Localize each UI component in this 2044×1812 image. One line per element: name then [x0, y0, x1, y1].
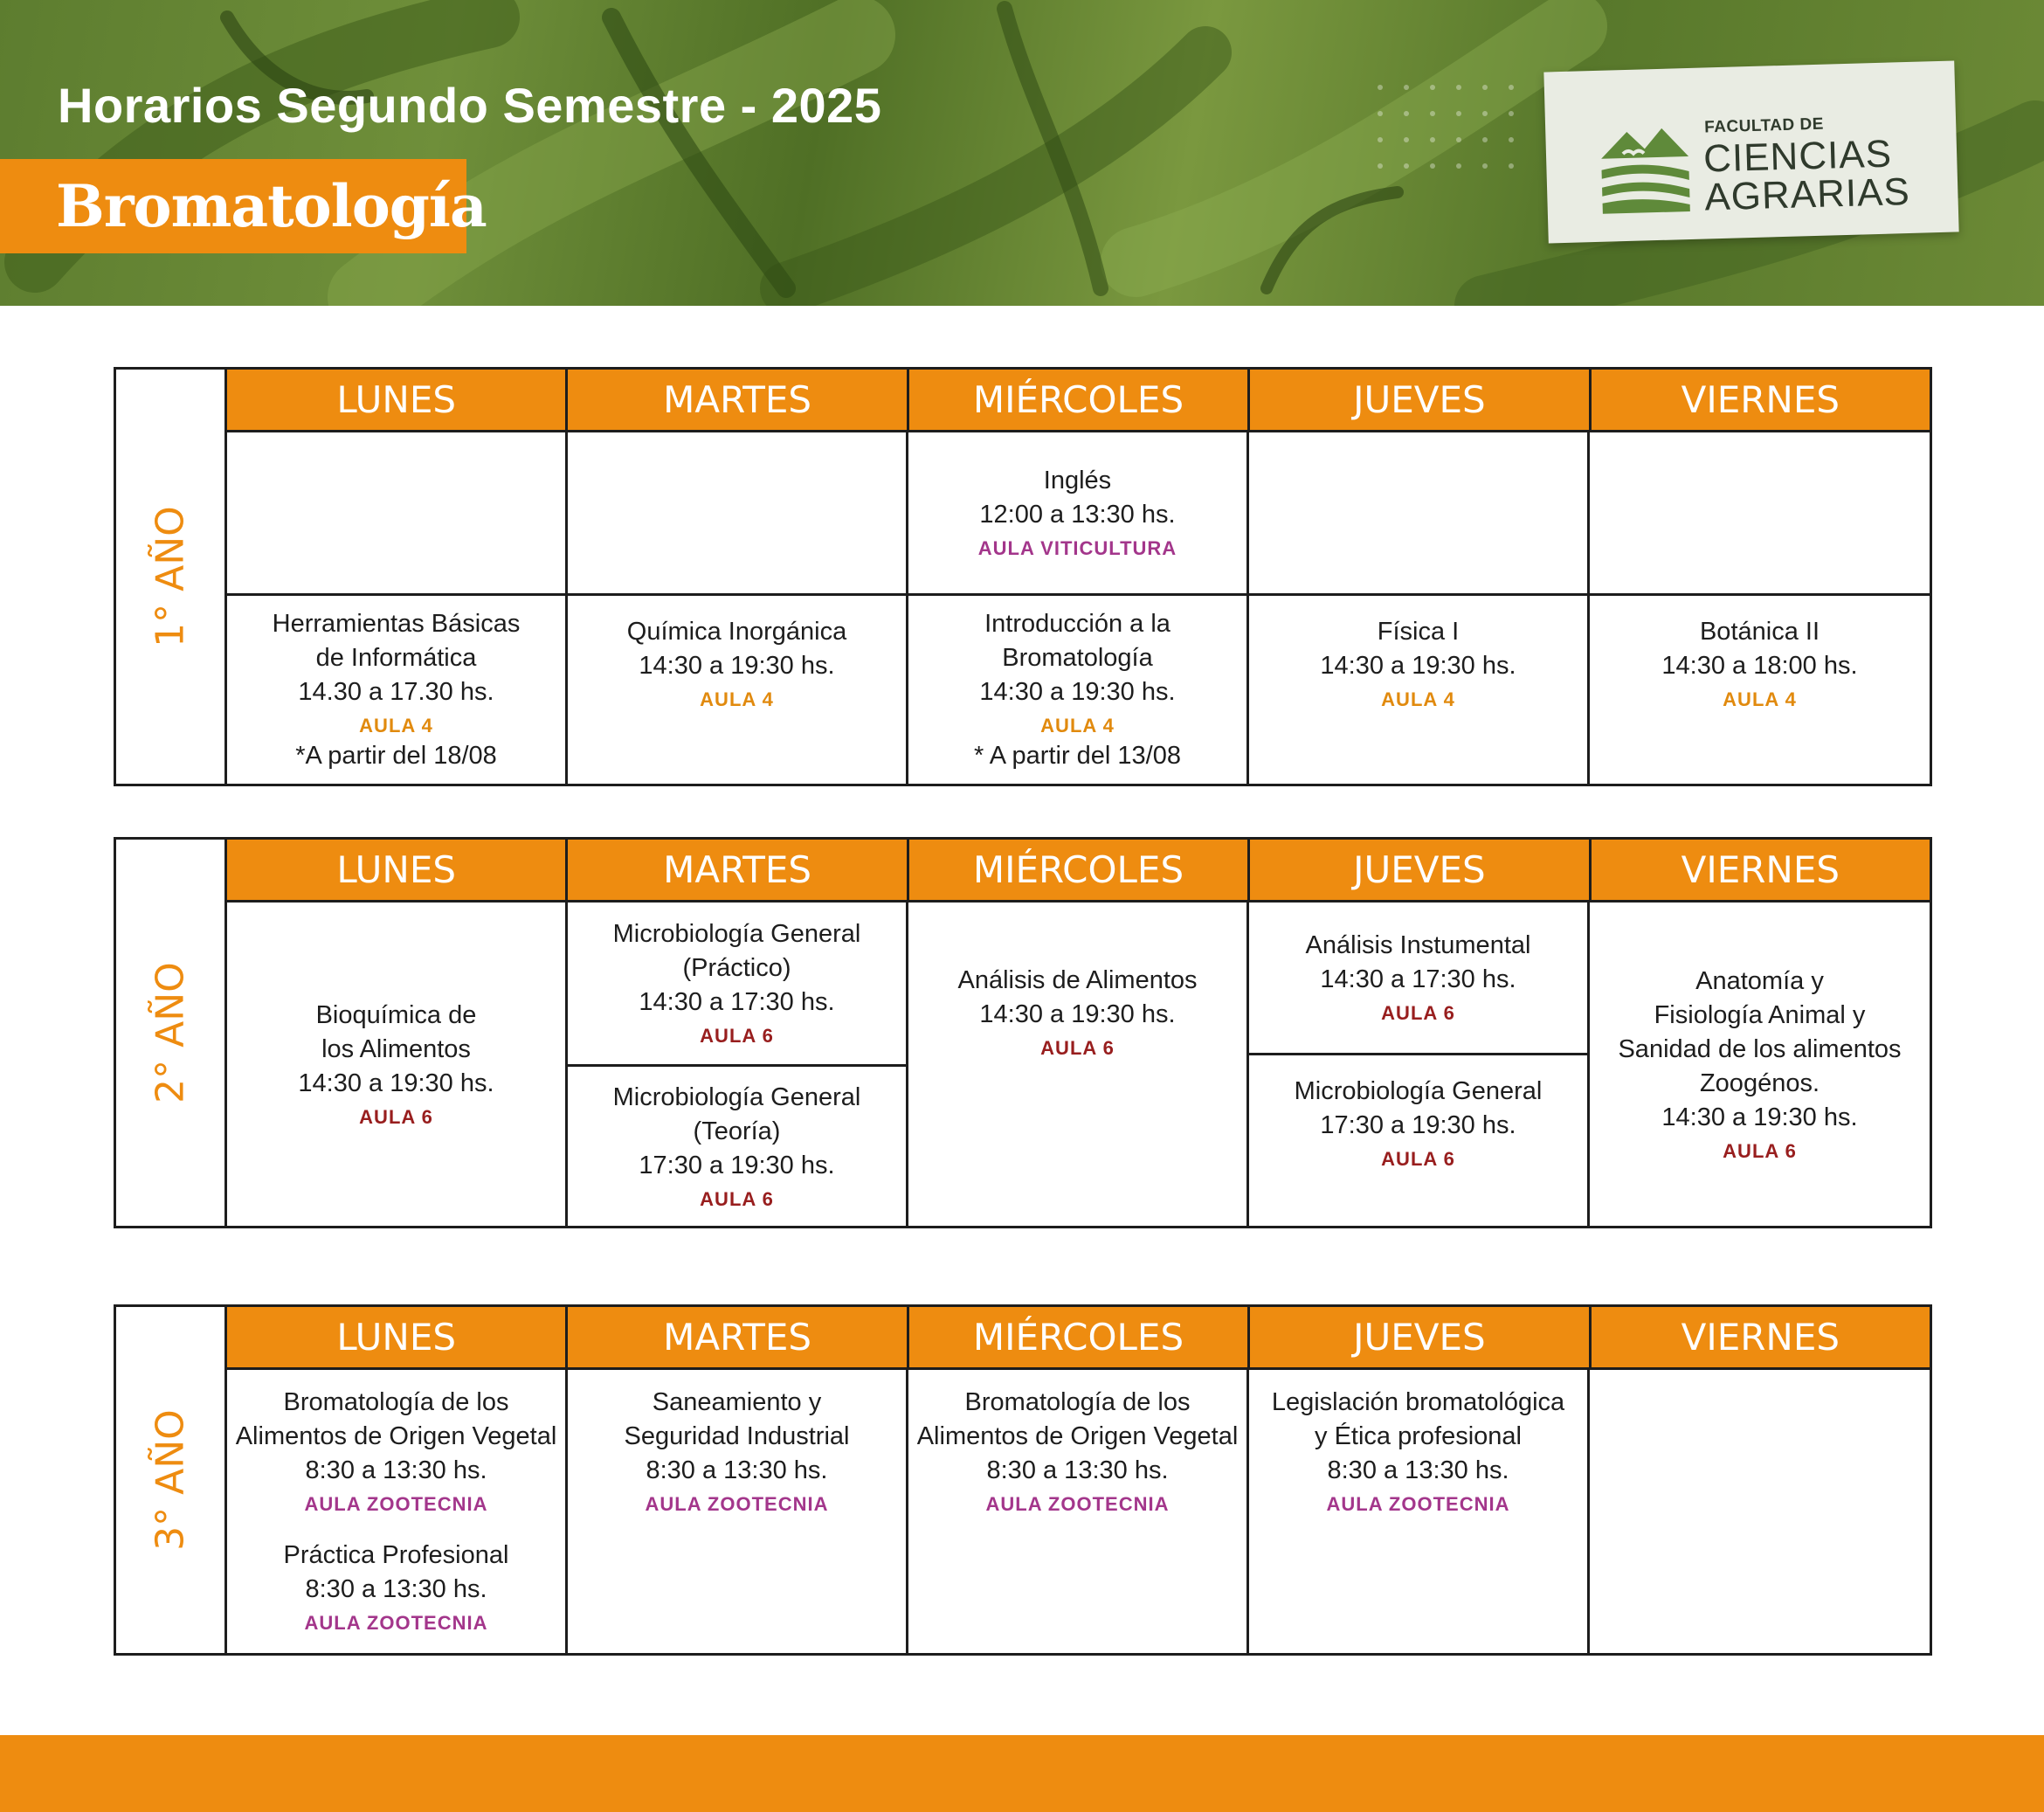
day-header-lunes: LUNES: [227, 370, 568, 430]
day-header-miercoles: MIÉRCOLES: [909, 1307, 1250, 1367]
class-time: 17:30 a 19:30 hs.: [639, 1151, 835, 1179]
class-time: 14:30 a 19:30 hs.: [1661, 1103, 1858, 1131]
class-time: 8:30 a 13:30 hs.: [305, 1575, 487, 1603]
schedule-cell-empty: [1590, 1370, 1930, 1653]
class-name: Física I: [1377, 618, 1460, 646]
class-entry: [273, 607, 521, 773]
class-name: Microbiología General: [612, 1082, 861, 1111]
classroom: AULA 6: [1381, 1002, 1455, 1024]
day-header-viernes: VIERNES: [1592, 840, 1930, 900]
class-entry: [1295, 1075, 1543, 1172]
schedule-cell-empty: [1590, 432, 1930, 596]
day-header-viernes: VIERNES: [1592, 1307, 1930, 1367]
class-entry: [627, 615, 846, 713]
class-name: Anatomía y: [1695, 966, 1824, 995]
class-time: 14:30 a 19:30 hs.: [979, 677, 1176, 706]
day-header-viernes: VIERNES: [1592, 370, 1930, 430]
class-entry: [236, 1386, 557, 1518]
class-name: Saneamiento y: [652, 1388, 822, 1416]
class-time: 8:30 a 13:30 hs.: [646, 1456, 828, 1484]
class-time: 14:30 a 19:30 hs.: [298, 1069, 494, 1097]
logo-text-line3: AGRARIAS: [1703, 169, 1911, 219]
class-name: Microbiología General: [612, 920, 861, 948]
classroom: AULA VITICULTURA: [977, 537, 1177, 559]
schedule-table-year-1: [114, 367, 1932, 786]
class-entry: [1272, 1386, 1564, 1518]
schedule-cell: [1590, 596, 1930, 784]
class-entry: [974, 607, 1181, 773]
logo-text-small: FACULTAD DE: [1703, 114, 1825, 137]
class-name: y Ética profesional: [1315, 1422, 1522, 1450]
class-type: (Teoría): [693, 1117, 781, 1145]
classroom: AULA 4: [359, 714, 433, 737]
day-header-martes: MARTES: [568, 840, 908, 900]
class-time: 14:30 a 19:30 hs.: [639, 652, 835, 680]
class-name: Alimentos de Origen Vegetal: [235, 1422, 557, 1450]
classroom: AULA 6: [359, 1105, 433, 1128]
class-time: 12:00 a 13:30 hs.: [979, 501, 1176, 529]
class-name: Inglés: [1043, 467, 1112, 494]
class-entry: [613, 917, 861, 1049]
schedule-cell: [1249, 596, 1590, 784]
class-time: 14.30 a 17.30 hs.: [298, 677, 494, 706]
class-name: Alimentos de Origen Vegetal: [916, 1422, 1239, 1450]
logo-text-line2: CIENCIAS: [1702, 132, 1893, 181]
schedule-cell: [1249, 903, 1590, 1055]
faculty-logo: [1543, 60, 1958, 243]
class-name: Sanidad de los alimentos: [1618, 1034, 1902, 1063]
class-name: Química Inorgánica: [626, 618, 847, 646]
class-entry: [1320, 615, 1516, 713]
schedule-cell: [568, 1370, 908, 1653]
class-time: 8:30 a 13:30 hs.: [986, 1456, 1169, 1484]
schedule-cell: [1249, 1055, 1590, 1226]
schedule-cell: [908, 432, 1249, 596]
class-name: Herramientas Básicas: [272, 609, 521, 638]
class-time: 14:30 a 17:30 hs.: [1320, 965, 1516, 993]
page-title: Horarios Segundo Semestre - 2025: [58, 78, 882, 133]
class-entry: [298, 999, 494, 1131]
schedule-cell: [1590, 903, 1930, 1226]
year-label: 3° AÑO: [148, 1409, 193, 1551]
day-header-row: [227, 1307, 1930, 1370]
class-entry: [1306, 929, 1531, 1027]
subject-banner: [0, 159, 487, 253]
class-time: 14:30 a 18:00 hs.: [1661, 652, 1858, 680]
year-label: 1° AÑO: [148, 506, 193, 647]
class-name: Introducción a la: [984, 609, 1170, 638]
classroom: AULA 6: [1381, 1148, 1455, 1170]
day-header-jueves: JUEVES: [1250, 840, 1591, 900]
class-time: 17:30 a 19:30 hs.: [1320, 1111, 1516, 1139]
class-entry: [917, 1386, 1239, 1518]
class-name: Bromatología: [1002, 643, 1153, 672]
day-header-jueves: JUEVES: [1250, 370, 1591, 430]
class-name: Práctica Profesional: [283, 1541, 509, 1569]
schedule-cell-empty: [1249, 432, 1590, 596]
day-header-martes: MARTES: [568, 370, 908, 430]
class-name: Análisis de Alimentos: [957, 966, 1198, 994]
class-time: 14:30 a 19:30 hs.: [1320, 652, 1516, 680]
day-header-row: [227, 840, 1930, 903]
class-time: 8:30 a 13:30 hs.: [1327, 1456, 1509, 1484]
schedule-cell: [908, 596, 1249, 784]
class-type: (Práctico): [682, 954, 791, 982]
classroom: AULA 6: [1723, 1139, 1797, 1162]
classroom: AULA ZOOTECNIA: [1326, 1493, 1510, 1515]
year-label-cell: [116, 370, 227, 784]
schedule-cell: [908, 903, 1249, 1226]
class-name: Zoogénos.: [1699, 1069, 1820, 1097]
class-time: 8:30 a 13:30 hs.: [305, 1456, 487, 1484]
classroom: AULA 4: [700, 688, 774, 710]
class-entry: [1618, 965, 1901, 1165]
class-entry: [613, 1081, 861, 1213]
classroom: AULA 4: [1723, 688, 1797, 710]
schedule-cell: [227, 1370, 568, 1653]
schedule-cell: [908, 1370, 1249, 1653]
class-name: Botánica II: [1699, 618, 1820, 646]
header-banner: [0, 0, 2044, 306]
schedule-cell: [227, 903, 568, 1226]
start-date-note: * A partir del 13/08: [974, 741, 1181, 770]
classroom: AULA 6: [700, 1025, 774, 1047]
class-name: los Alimentos: [321, 1034, 471, 1063]
classroom: AULA ZOOTECNIA: [304, 1612, 488, 1634]
year-label-cell: [116, 840, 227, 1226]
classroom: AULA ZOOTECNIA: [304, 1493, 488, 1515]
schedule-cell-empty: [227, 432, 568, 596]
class-entry: [625, 1386, 850, 1518]
schedule-cell: [568, 596, 908, 784]
class-name: Bromatología de los: [283, 1388, 509, 1416]
class-name: Análisis Instumental: [1305, 931, 1531, 959]
subject-title: Bromatología: [56, 172, 487, 240]
footer-bar: [0, 1735, 2044, 1812]
class-name: Bromatología de los: [964, 1388, 1191, 1416]
year-label: 2° AÑO: [148, 962, 193, 1103]
class-name: Seguridad Industrial: [624, 1422, 850, 1450]
schedule-table-year-2: [114, 837, 1932, 1228]
day-header-miercoles: MIÉRCOLES: [909, 840, 1250, 900]
classroom: AULA 4: [1040, 714, 1115, 737]
day-header-lunes: LUNES: [227, 840, 568, 900]
day-header-jueves: JUEVES: [1250, 1307, 1591, 1367]
class-name: Legislación bromatológica: [1271, 1388, 1565, 1416]
classroom: AULA ZOOTECNIA: [985, 1493, 1170, 1515]
day-header-martes: MARTES: [568, 1307, 908, 1367]
class-time: 14:30 a 19:30 hs.: [979, 1000, 1176, 1028]
class-time: 14:30 a 17:30 hs.: [639, 988, 835, 1016]
day-header-lunes: LUNES: [227, 1307, 568, 1367]
class-name: Bioquímica de: [315, 1000, 477, 1029]
start-date-note: *A partir del 18/08: [295, 741, 497, 770]
class-name: Microbiología General: [1294, 1077, 1543, 1105]
day-header-miercoles: MIÉRCOLES: [909, 370, 1250, 430]
class-name: de Informática: [315, 643, 477, 672]
classroom: AULA ZOOTECNIA: [645, 1493, 829, 1515]
classroom: AULA 4: [1381, 688, 1455, 710]
class-entry: [284, 1539, 509, 1636]
schedule-cell: [568, 1067, 908, 1226]
class-name: Fisiología Animal y: [1654, 1000, 1866, 1029]
class-entry: [957, 964, 1197, 1062]
schedule-cell-empty: [568, 432, 908, 596]
schedule-cell: [568, 903, 908, 1067]
class-entry: [1661, 615, 1857, 713]
schedule-table-year-3: [114, 1304, 1932, 1656]
day-header-row: [227, 370, 1930, 432]
schedule-cell: [1249, 1370, 1590, 1653]
schedule-cell: [227, 596, 568, 784]
classroom: AULA 6: [700, 1187, 774, 1210]
class-entry: [978, 464, 1177, 562]
year-label-cell: [116, 1307, 227, 1653]
faculty-logo-mark-icon: [1596, 117, 1695, 216]
classroom: AULA 6: [1040, 1037, 1115, 1059]
